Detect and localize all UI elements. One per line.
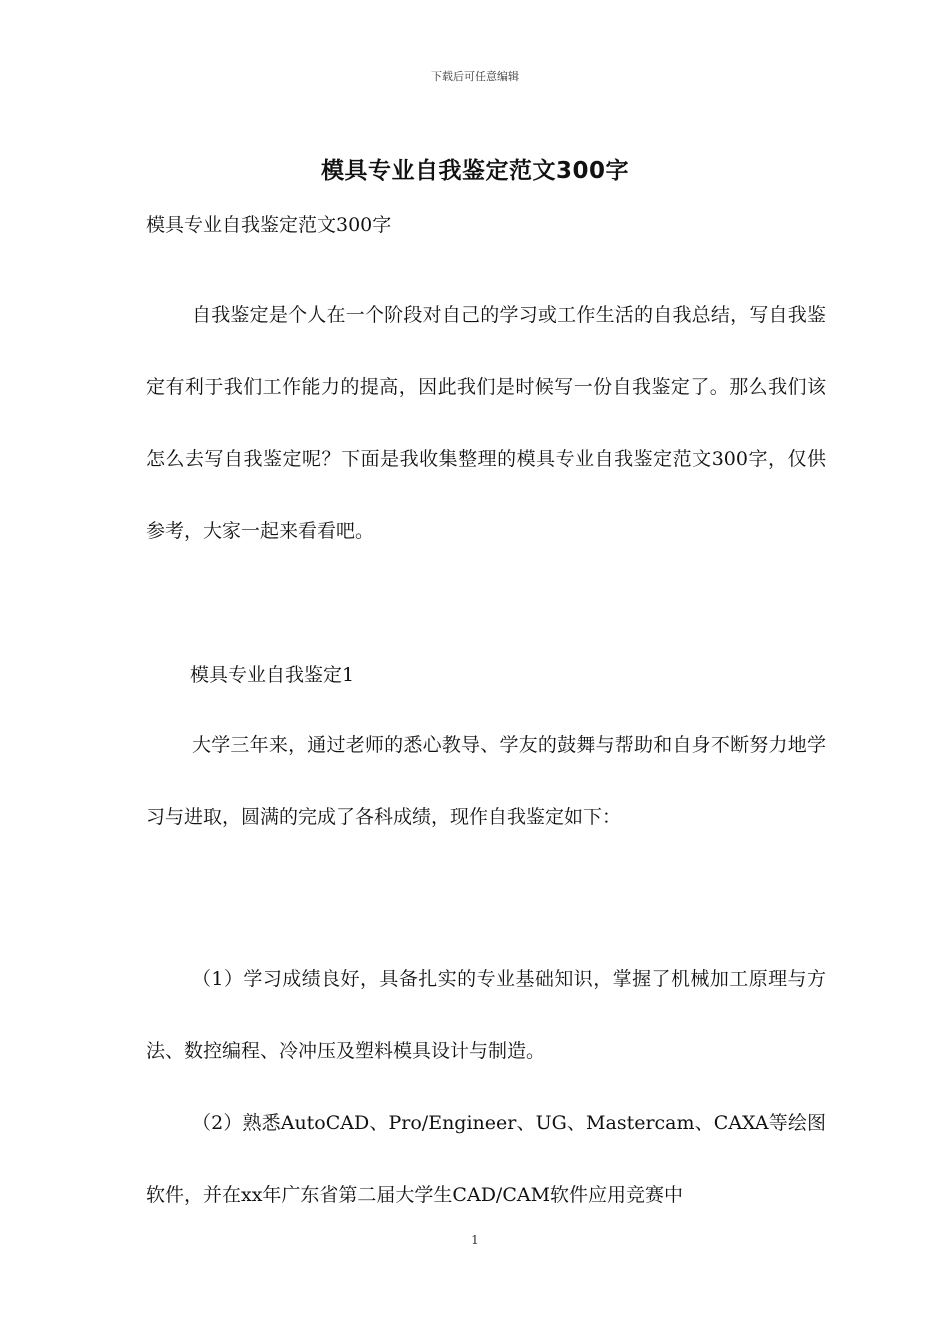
document-subtitle: 模具专业自我鉴定范文300字 [146,214,392,236]
section-heading: 模具专业自我鉴定1 [190,664,355,686]
page-number: 1 [471,1233,479,1247]
intro-paragraph: 自我鉴定是个人在一个阶段对自己的学习或工作生活的自我总结，写自我鉴定有利于我们工作能力的提高，因此我们是时候写一份自我鉴定了。那么我们该怎么去写自我鉴定呢？下面是我收集整理的模具专业自我鉴定范文300字，仅供参考，大家一起来看看吧。 [146,304,826,542]
document-title: 模具专业自我鉴定范文300字 [320,158,629,184]
body-paragraph-2: （1）学习成绩良好，具备扎实的专业基础知识，掌握了机械加工原理与方法、数控编程、冷冲压及塑料模具设计与制造。 [146,968,826,1062]
body-paragraph-1: 大学三年来，通过老师的悉心教导、学友的鼓舞与帮助和自身不断努力地学习与进取，圆满的完成了各科成绩，现作自我鉴定如下： [146,734,826,828]
page-header-note: 下载后可任意编辑 [431,70,519,83]
body-paragraph-3: （2）熟悉AutoCAD、Pro/Engineer、UG、Mastercam、CAXA等绘图软件，并在xx年广东省第二届大学生CAD/CAM软件应用竞赛中 [146,1112,826,1206]
